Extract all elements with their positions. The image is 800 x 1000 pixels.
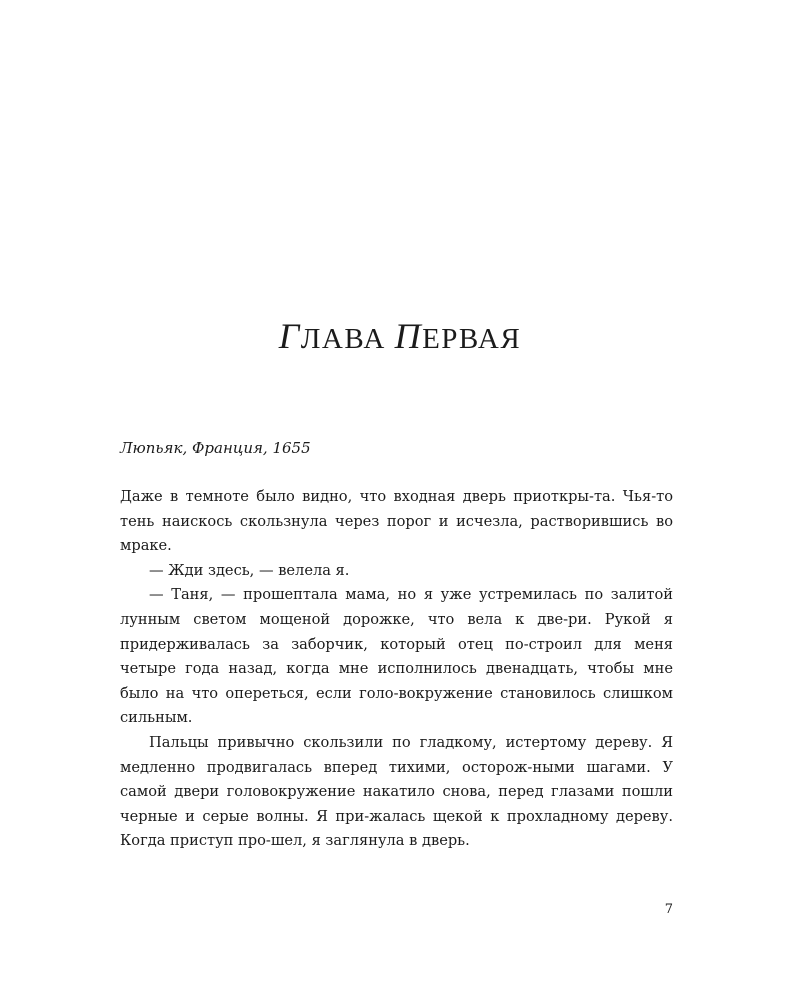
paragraph-2: — Жди здесь, — велела я. [149,561,350,579]
chapter-title-part-2: ЕРВАЯ [422,323,522,355]
location-date-line: Люпьяк, Франция, 1655 [120,439,311,457]
paragraph-4: Пальцы привычно скользили по гладкому, истертому дереву. Я медленно продвигалась вперед тихими, осторож-ными шагами. У самой двери головокружение накатило снова, перед глазами пошли черные и серые волны. Я при-жалась щекой к прохладному дереву. Когда приступ про-шел, я заглянула в дверь. [120,733,673,850]
page-number: 7 [664,902,673,917]
chapter-title-part-1: ЛАВА [300,323,395,355]
chapter-title-initial-2: П [394,316,423,356]
chapter-title-initial-1: Г [278,316,301,356]
paragraph-1: Даже в темноте было видно, что входная дверь приоткры-та. Чья-то тень наискось скользнула через порог и исчезла, растворившись во мраке. [120,488,673,555]
paragraph-3: — Таня, — прошептала мама, но я уже устремилась по залитой лунным светом мощеной дорожке, что вела к две-ри. Рукой я придерживалась за заборчик, который отец по-строил для меня четыре года назад, когда мне исполнилось двенадцать, чтобы мне было на что опереться, если голо-вокружение становилось слишком сильным. [120,586,673,727]
body-text [120,485,673,854]
chapter-title [0,318,800,357]
